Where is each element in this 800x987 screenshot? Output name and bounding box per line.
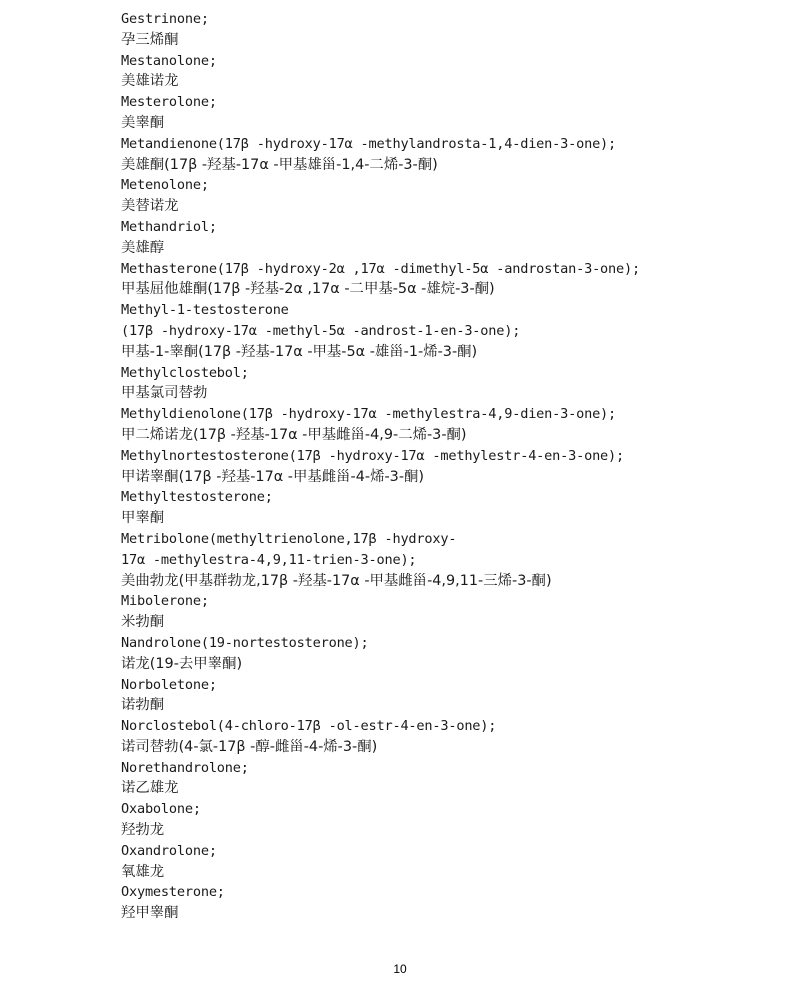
chinese-name-line: 甲诺睾酮(17β -羟基-17α -甲基雌甾-4-烯-3-酮) — [121, 468, 425, 485]
english-name-line: Oxandrolone; — [121, 842, 217, 859]
english-name-line: Oxabolone; — [121, 801, 201, 818]
english-name-line: Nandrolone(19-nortestosterone); — [121, 634, 369, 651]
chinese-name-line: 美雄诺龙 — [121, 73, 179, 90]
english-name-line: Oxymesterone; — [121, 884, 225, 901]
english-name-line: Methyltestosterone; — [121, 489, 273, 506]
chinese-name-line: 氧雄龙 — [121, 863, 165, 880]
english-name-line: Metribolone(methyltrienolone,17β -hydroxy- — [121, 530, 457, 547]
english-name-line: Mesterolone; — [121, 94, 217, 111]
chinese-name-line: 诺乙雄龙 — [121, 780, 179, 797]
english-name-line: Methasterone(17β -hydroxy-2α ,17α -dimethyl-5α -androstan-3-one); — [121, 260, 640, 277]
chinese-name-line: 诺司替勃(4-氯-17β -醇-雌甾-4-烯-3-酮) — [121, 738, 378, 755]
chinese-name-line: 甲基氯司替勃 — [121, 385, 208, 402]
english-name-line: Gestrinone; — [121, 11, 209, 27]
page-number: 10 — [393, 962, 407, 976]
chinese-name-line: 诺勃酮 — [121, 697, 165, 714]
english-name-line: Norclostebol(4-chloro-17β -ol-estr-4-en-3-one); — [121, 718, 497, 735]
english-name-line: Norboletone; — [121, 676, 217, 693]
english-name-line: Methylnortestosterone(17β -hydroxy-17α -methylestr-4-en-3-one); — [121, 447, 625, 464]
english-name-line: Methyldienolone(17β -hydroxy-17α -methylestra-4,9-dien-3-one); — [121, 406, 617, 423]
english-name-line: Metandienone(17β -hydroxy-17α -methylandrosta-1,4-dien-3-one); — [121, 135, 617, 152]
chinese-name-line: 美替诺龙 — [121, 198, 179, 215]
chinese-name-line: 美曲勃龙(甲基群勃龙,17β -羟基-17α -甲基雌甾-4,9,11-三烯-3-酮) — [121, 572, 552, 589]
english-name-line: (17β -hydroxy-17α -methyl-5α -androst-1-en-3-one); — [121, 322, 521, 339]
english-name-line: Norethandrolone; — [121, 759, 249, 776]
english-name-line: Metenolone; — [121, 177, 209, 194]
english-name-line: Methandriol; — [121, 218, 217, 235]
chinese-name-line: 羟甲睾酮 — [121, 905, 179, 922]
chinese-name-line: 美睾酮 — [121, 114, 165, 131]
english-name-line: Mibolerone; — [121, 593, 209, 610]
english-name-line: Methyl-1-testosterone — [121, 302, 289, 319]
chinese-name-line: 诺龙(19-去甲睾酮) — [121, 655, 243, 672]
chinese-name-line: 甲基-1-睾酮(17β -羟基-17α -甲基-5α -雄甾-1-烯-3-酮) — [121, 343, 478, 360]
chinese-name-line: 孕三烯酮 — [121, 31, 179, 48]
english-name-line: 17α -methylestra-4,9,11-trien-3-one); — [121, 551, 417, 568]
english-name-line: Mestanolone; — [121, 52, 217, 69]
chinese-name-line: 羟勃龙 — [121, 822, 165, 839]
chinese-name-line: 甲睾酮 — [121, 510, 165, 527]
english-name-line: Methylclostebol; — [121, 364, 249, 381]
chinese-name-line: 美雄醇 — [121, 239, 165, 256]
chinese-name-line: 甲基屈他雄酮(17β -羟基-2α ,17α -二甲基-5α -雄烷-3-酮) — [121, 281, 495, 298]
document-body — [121, 9, 761, 924]
chinese-name-line: 甲二烯诺龙(17β -羟基-17α -甲基雌甾-4,9-二烯-3-酮) — [121, 426, 467, 443]
chinese-name-line: 米勃酮 — [121, 614, 165, 631]
chinese-name-line: 美雄酮(17β -羟基-17α -甲基雄甾-1,4-二烯-3-酮) — [121, 156, 438, 173]
